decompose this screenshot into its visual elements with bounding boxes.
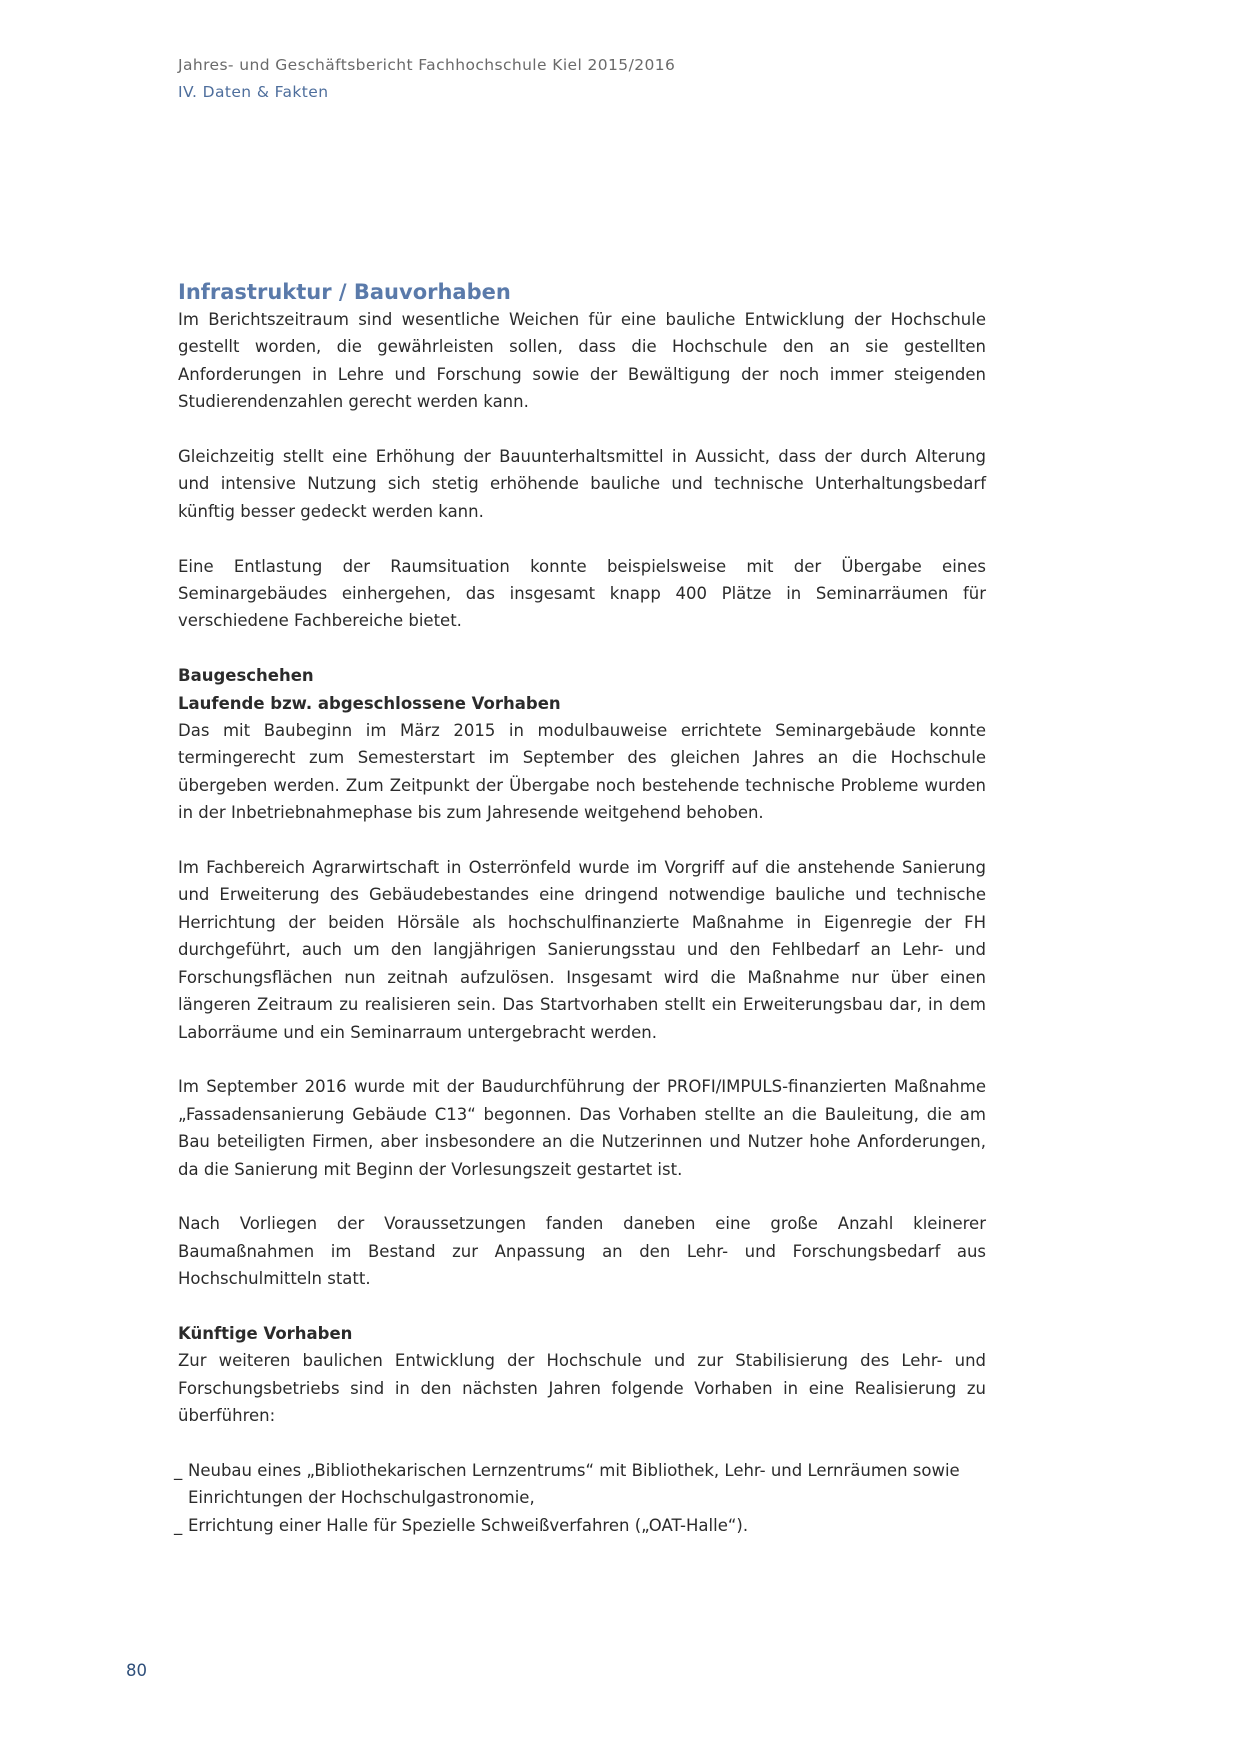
section-title: IV. Daten & Fakten bbox=[178, 83, 329, 101]
intro-paragraph-1: Im Berichtszeitraum sind wesentliche Weichen für eine bauliche Entwicklung der Hochschule gestellt worden, die gewährleisten sollen, dass die Hochschule den an sie gestellten Anforderungen in Lehre und Forschung sowie der Bewältigung der noch immer steigenden Studierendenzahlen gerecht werden kann. bbox=[178, 310, 986, 412]
intro-paragraph-3: Eine Entlastung der Raumsituation konnte beispielsweise mit der Übergabe eines Seminargebäudes einhergehen, das insgesamt knapp 400 Plätze in Seminarräumen für verschiedene Fachbereiche bietet. bbox=[178, 556, 986, 631]
kuenftige-intro-paragraph: Zur weiteren baulichen Entwicklung der Hochschule und zur Stabilisierung des Lehr- und Forschungsbetriebs sind in den nächsten Jahren folgende Vorhaben in eine Realisierung zu überführen: bbox=[178, 1351, 986, 1426]
laufende-vorhaben-heading: Laufende bzw. abgeschlossene Vorhaben bbox=[178, 693, 561, 713]
report-title: Jahres- und Geschäftsbericht Fachhochschule Kiel 2015/2016 bbox=[178, 56, 676, 74]
page-title: Infrastruktur / Bauvorhaben bbox=[178, 280, 511, 304]
laufende-paragraph-1: Das mit Baubeginn im März 2015 in modulbauweise errichtete Seminargebäude konnte termingerecht zum Semesterstart im September des gleichen Jahres an die Hochschule übergeben werden. Zum Zeitpunkt der Übergabe noch bestehende technische Probleme wurden in der Inbetriebnahmephase bis zum Jahresende weitgehend behoben. bbox=[178, 721, 986, 823]
main-content bbox=[174, 279, 986, 1539]
laufende-paragraph-4: Nach Vorliegen der Voraussetzungen fanden daneben eine große Anzahl kleinerer Baumaßnahmen im Bestand zur Anpassung an den Lehr- und Forschungsbedarf aus Hochschulmitteln statt. bbox=[178, 1214, 986, 1289]
baugeschehen-heading: Baugeschehen bbox=[178, 666, 314, 686]
laufende-paragraph-2: Im Fachbereich Agrarwirtschaft in Osterrönfeld wurde im Vorgriff auf die anstehende Sanierung und Erweiterung des Gebäudebestandes eine dringend notwendige bauliche und technische Herrichtung der beiden Hörsäle als hochschulfinanzierte Maßnahme in Eigenregie der FH durchgeführt, auch um den langjährigen Sanierungsstau und den Fehlbedarf an Lehr- und Forschungsflächen nun zeitnah aufzulösen. Insgesamt wird die Maßnahme nur über einen längeren Zeitraum zu realisieren sein. Das Startvorhaben stellt ein Erweiterungsbau dar, in dem Laborräume und ein Seminarraum untergebracht werden. bbox=[178, 858, 986, 1042]
kuenftige-vorhaben-heading: Künftige Vorhaben bbox=[178, 1323, 353, 1343]
page-number: 80 bbox=[126, 1661, 147, 1680]
bullet-marker: _ bbox=[174, 1460, 183, 1480]
list-item bbox=[174, 1457, 986, 1512]
bullet-marker: _ bbox=[174, 1515, 183, 1535]
intro-paragraph-2: Gleichzeitig stellt eine Erhöhung der Bauunterhaltsmittel in Aussicht, dass der durch Alterung und intensive Nutzung sich stetig erhöhende bauliche und technische Unterhaltungsbedarf künftig besser gedeckt werden kann. bbox=[178, 447, 986, 521]
list-item-text: Neubau eines „Bibliothekarischen Lernzentrums“ mit Bibliothek, Lehr- und Lernräumen sowie Einrichtungen der Hochschulgastronomie, bbox=[188, 1460, 960, 1508]
laufende-paragraph-3: Im September 2016 wurde mit der Baudurchführung der PROFI/IMPULS-finanzierten Maßnahme „Fassadensanierung Gebäude C13“ begonnen. Das Vorhaben stellte an die Bauleitung, die am Bau beteiligten Firmen, aber insbesondere an die Nutzerinnen und Nutzer hohe Anforderungen, da die Sanierung mit Beginn der Vorlesungszeit gestartet ist. bbox=[178, 1077, 986, 1179]
list-item bbox=[174, 1512, 986, 1539]
running-header bbox=[178, 52, 675, 106]
list-item-text: Errichtung einer Halle für Spezielle Schweißverfahren („OAT-Halle“). bbox=[188, 1515, 749, 1535]
future-projects-list bbox=[174, 1457, 986, 1539]
